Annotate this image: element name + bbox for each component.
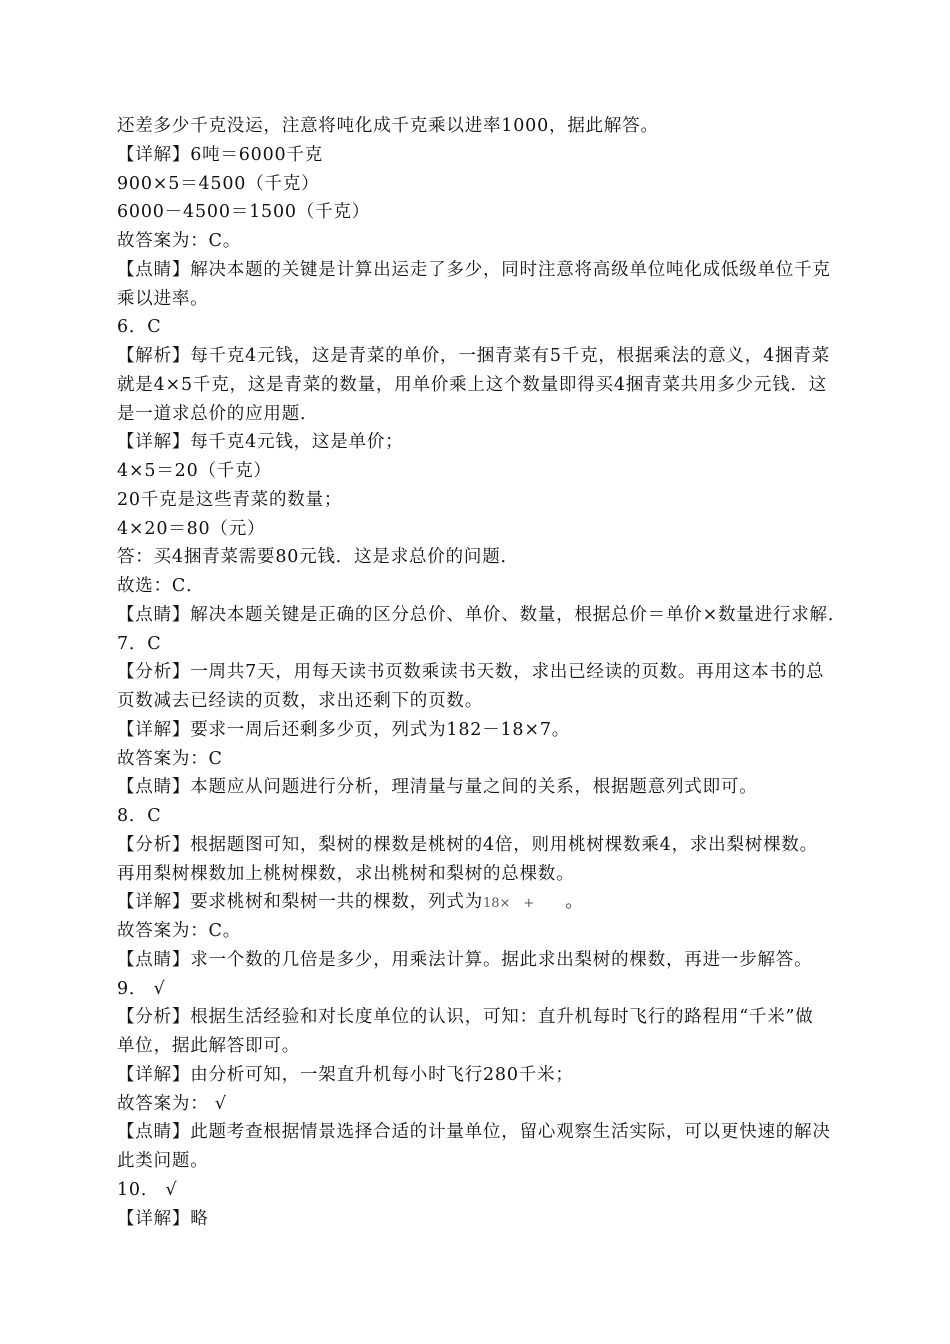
text-line: 乘以进率。 xyxy=(117,288,209,309)
text-line: 是一道求总价的应用题． xyxy=(117,403,319,424)
text-line: 【详解】略 xyxy=(117,1208,209,1229)
text-line: 10． √ xyxy=(117,1179,178,1200)
text-line: 故答案为：C。 xyxy=(117,231,241,251)
text-line: 【点睛】本题应从问题进行分析，理清量与量之间的关系，根据题意列式即可。 xyxy=(117,777,758,798)
text-line: 【分析】根据生活经验和对长度单位的认识，可知：直升机每时飞行的路程用“千米”做 xyxy=(117,1007,814,1028)
text-line: 【点睛】此题考查根据情景选择合适的计量单位，留心观察生活实际，可以更快速的解决 xyxy=(117,1122,831,1143)
formula-line xyxy=(117,888,837,917)
document-page xyxy=(117,112,847,1233)
text-line: 6．C xyxy=(117,317,162,338)
text-line: 4×20＝80（元） xyxy=(117,518,266,539)
text-line: 8．C xyxy=(117,806,162,826)
text-line: 【点睛】求一个数的几倍是多少，用乘法计算。据此求出梨树的棵数，再进一步解答。 xyxy=(117,949,813,970)
formula-formula: 18× + xyxy=(483,896,548,912)
text-line: 7．C xyxy=(117,633,162,654)
text-line: 故答案为：C xyxy=(117,748,223,769)
text-line: 900×5＝4500（千克） xyxy=(117,173,320,194)
text-line: 20千克是这些青菜的数量； xyxy=(117,489,343,510)
text-line: 【点睛】解决本题关键是正确的区分总价、单价、数量，根据总价＝单价×数量进行求解． xyxy=(117,604,847,625)
text-line: 就是4×5千克，这是青菜的数量，用单价乘上这个数量即得买4捆青菜共用多少元钱．这 xyxy=(117,374,828,395)
text-line: 页数减去已经读的页数，求出还剩下的页数。 xyxy=(117,691,483,711)
text-line: 【详解】由分析可知，一架直升机每小时飞行280千米； xyxy=(117,1064,574,1085)
text-line: 【点睛】解决本题的关键是计算出运走了多少，同时注意将高级单位吨化成低级单位千克 xyxy=(117,259,831,280)
text-line: 【详解】每千克4元钱，这是单价； xyxy=(117,432,404,453)
text-line: 【分析】根据题图可知，梨树的棵数是桃树的4倍，则用桃树棵数乘4，求出梨树棵数。 xyxy=(117,834,818,855)
text-line: 再用梨树棵数加上桃树棵数，求出桃树和梨树的总棵数。 xyxy=(117,863,575,884)
text-line: 答：买4捆青菜需要80元钱．这是求总价的问题． xyxy=(117,547,519,568)
text-line: 6000－4500＝1500（千克） xyxy=(117,202,371,223)
text-line: 单位，据此解答即可。 xyxy=(117,1036,300,1056)
text-line: 故答案为： √ xyxy=(117,1093,227,1114)
text-line: 故选：C． xyxy=(117,576,205,596)
text-line: 【分析】一周共7天，用每天读书页数乘读书天数，求出已经读的页数。再用这本书的总 xyxy=(117,662,825,683)
formula-suffix: 。 xyxy=(565,892,584,913)
text-line: 还差多少千克没运，注意将吨化成千克乘以进率1000，据此解答。 xyxy=(117,116,659,136)
text-line: 9． √ xyxy=(117,978,166,999)
text-line: 【解析】每千克4元钱，这是青菜的单价，一捆青菜有5千克，根据乘法的意义，4捆青菜 xyxy=(117,346,830,366)
text-line: 此类问题。 xyxy=(117,1151,209,1171)
text-line: 故答案为：C。 xyxy=(117,921,241,941)
formula-prefix: 【详解】要求桃树和梨树一共的棵数，列式为 xyxy=(117,892,483,913)
text-line: 4×5＝20（千克） xyxy=(117,461,272,481)
text-line: 【详解】要求一周后还剩多少页，列式为182－18×7。 xyxy=(117,719,571,740)
text-line: 【详解】6吨＝6000千克 xyxy=(117,144,324,165)
